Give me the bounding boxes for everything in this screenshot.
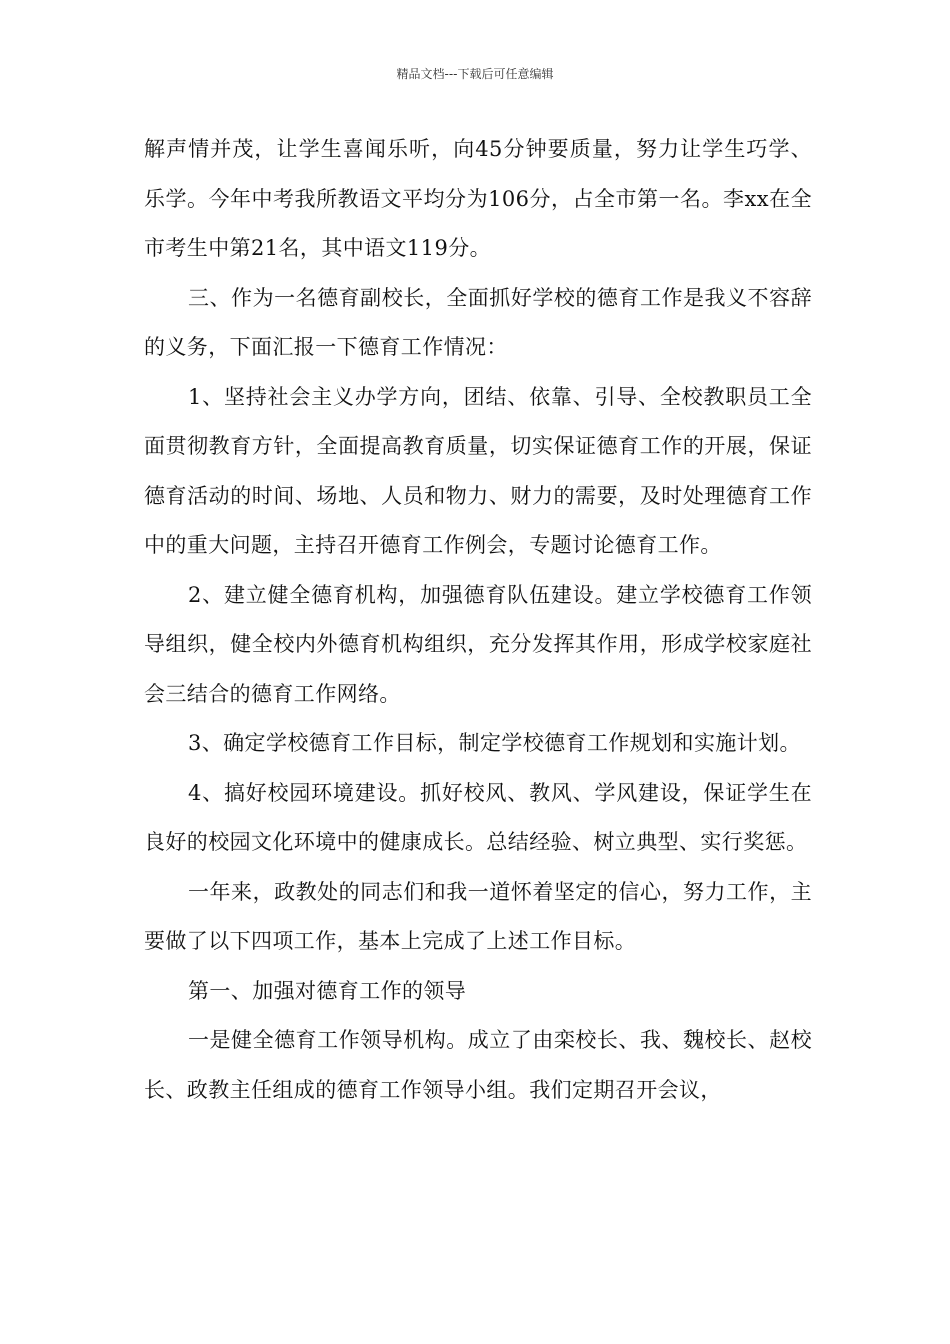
paragraph-3: 1、坚持社会主义办学方向，团结、依靠、引导、全校教职员工全面贯彻教育方针，全面提高教育质量，切实保证德育工作的开展，保证德育活动的时间、场地、人员和物力、财力的需要，及时处理德育工作中的重大问题，主持召开德育工作例会，专题讨论德育工作。 bbox=[144, 384, 812, 557]
paragraph-8: 第一、加强对德育工作的领导 bbox=[188, 978, 467, 1003]
paragraph-6: 4、搞好校园环境建设。抓好校风、教风、学风建设，保证学生在良好的校园文化环境中的健康成长。总结经验、树立典型、实行奖惩。 bbox=[144, 780, 812, 854]
paragraph-9: 一是健全德育工作领导机构。成立了由栾校长、我、魏校长、赵校长、政教主任组成的德育工作领导小组。我们定期召开会议， bbox=[144, 1028, 812, 1102]
paragraph-1: 解声情并茂，让学生喜闻乐听，向45分钟要质量，努力让学生巧学、乐学。今年中考我所教语文平均分为106分，占全市第一名。李xx在全市考生中第21名，其中语文119分。 bbox=[144, 137, 812, 260]
document-body bbox=[144, 125, 812, 1115]
page-header: 精品文档---下载后可任意编辑 bbox=[396, 67, 554, 81]
paragraph-2: 三、作为一名德育副校长，全面抓好学校的德育工作是我义不容辞的义务，下面汇报一下德育工作情况： bbox=[144, 285, 812, 359]
paragraph-7: 一年来，政教处的同志们和我一道怀着坚定的信心，努力工作，主要做了以下四项工作，基本上完成了上述工作目标。 bbox=[144, 879, 812, 953]
paragraph-4: 2、建立健全德育机构，加强德育队伍建设。建立学校德育工作领导组织，健全校内外德育机构组织，充分发挥其作用，形成学校家庭社会三结合的德育工作网络。 bbox=[144, 582, 812, 706]
paragraph-5: 3、确定学校德育工作目标，制定学校德育工作规划和实施计划。 bbox=[188, 731, 801, 755]
